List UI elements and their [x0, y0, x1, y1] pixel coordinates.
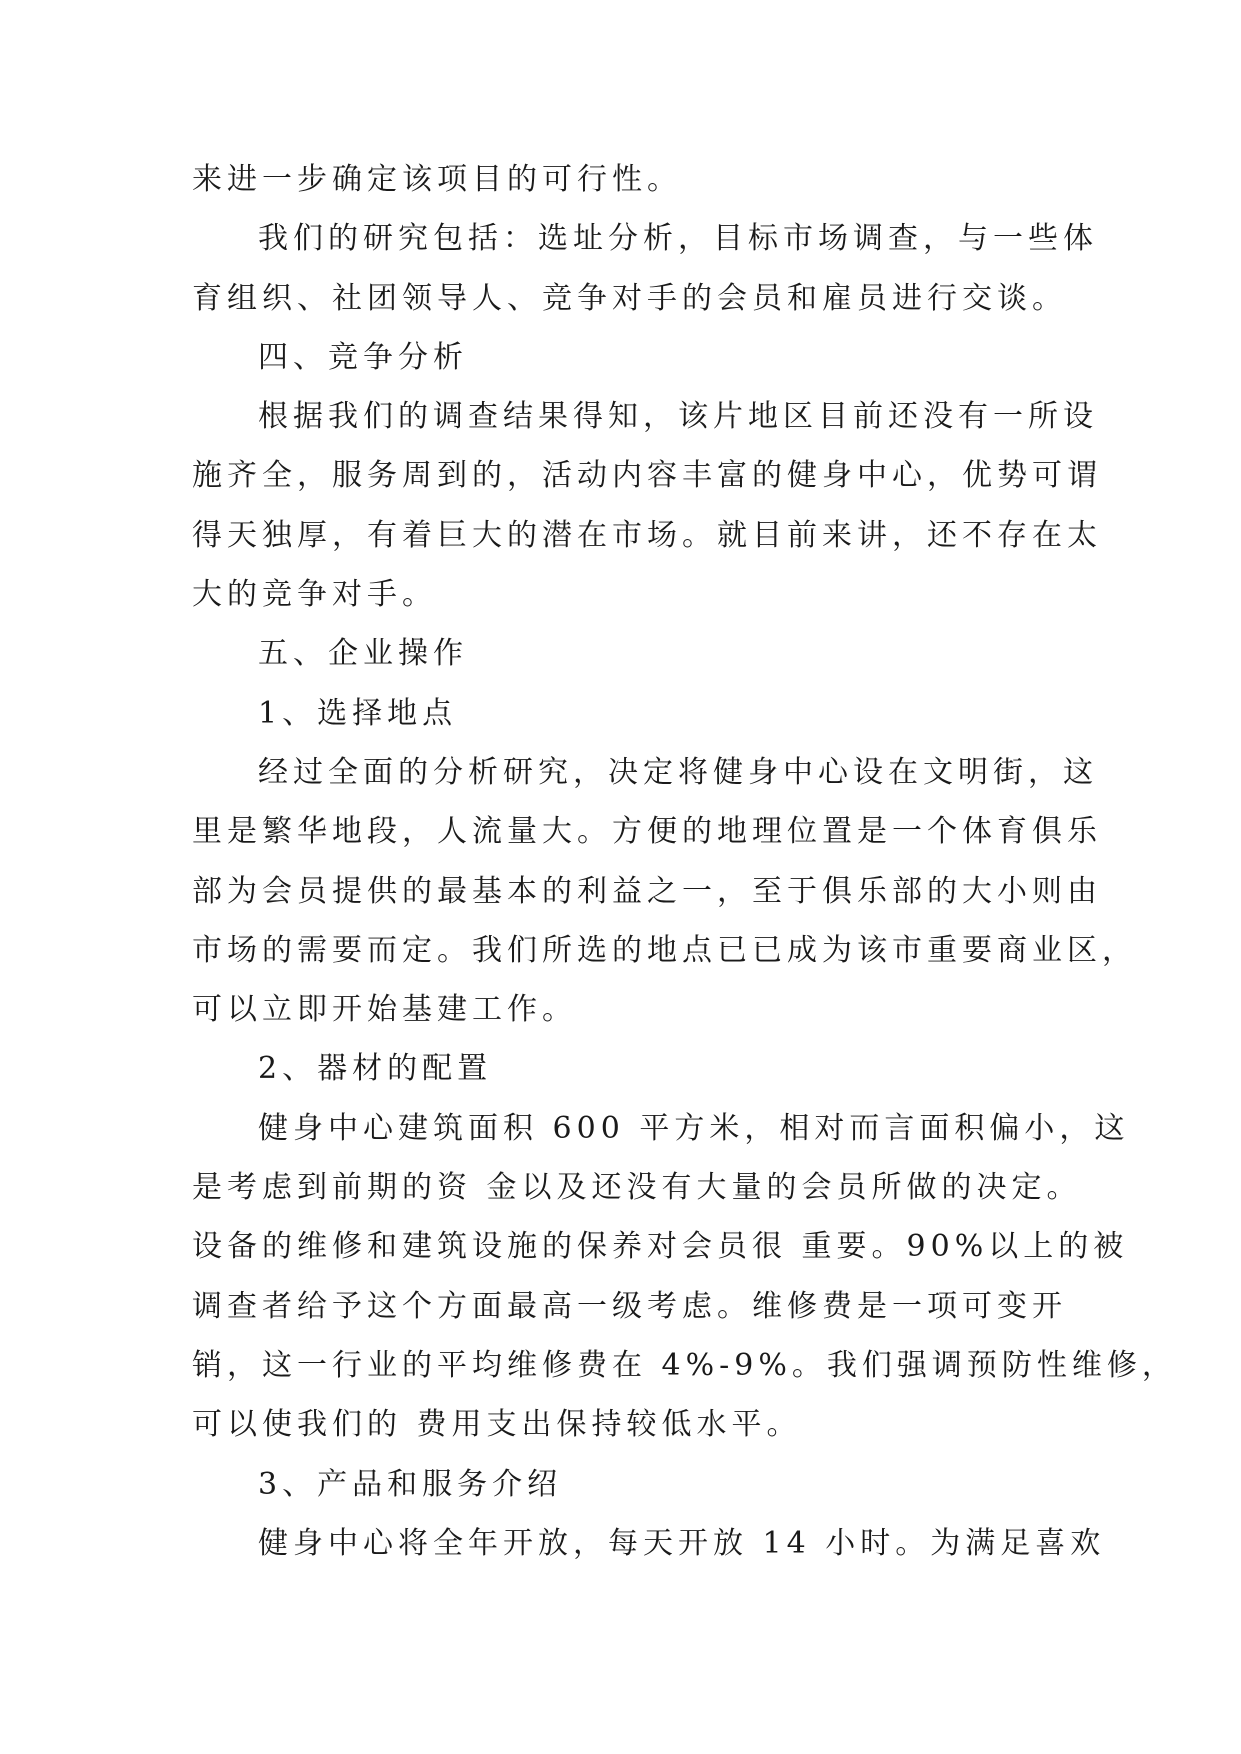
- text-line: 我们的研究包括：选址分析，目标市场调查，与一些体: [258, 221, 1098, 257]
- text-line: 可以使我们的 费用支出保持较低水平。: [192, 1407, 802, 1443]
- text-line: 来进一步确定该项目的可行性。: [192, 162, 682, 197]
- text-line: 调查者给予这个方面最高一级考虑。维修费是一项可变开: [192, 1288, 1067, 1324]
- text-line: 育组织、社团领导人、竞争对手的会员和雇员进行交谈。: [192, 280, 1067, 316]
- section-heading: 四、竞争分析: [258, 339, 468, 375]
- subsection-heading: 2、器材的配置: [258, 1051, 493, 1087]
- subsection-heading: 3、产品和服务介绍: [258, 1466, 563, 1502]
- subsection-heading: 1、选择地点: [258, 695, 458, 731]
- text-line: 设备的维修和建筑设施的保养对会员很 重要。90%以上的被: [192, 1229, 1129, 1265]
- text-line: 大的竞争对手。: [192, 577, 437, 613]
- text-line: 可以立即开始基建工作。: [192, 992, 577, 1028]
- text-line: 健身中心将全年开放，每天开放 14 小时。为满足喜欢: [258, 1525, 1106, 1561]
- section-heading: 五、企业操作: [258, 636, 468, 672]
- text-line: 健身中心建筑面积 600 平方米，相对而言面积偏小，这: [258, 1110, 1130, 1146]
- document-body: [192, 150, 1177, 1573]
- text-line: 是考虑到前期的资 金以及还没有大量的会员所做的决定。: [192, 1170, 1082, 1206]
- text-line: 经过全面的分析研究，决定将健身中心设在文明街，这: [258, 754, 1098, 790]
- text-line: 销，这一行业的平均维修费在 4%-9%。我们强调预防性维修，: [192, 1347, 1177, 1383]
- text-line: 根据我们的调查结果得知，该片地区目前还没有一所设: [258, 399, 1098, 435]
- text-line: 市场的需要而定。我们所选的地点已已成为该市重要商业区，: [192, 932, 1137, 968]
- text-line: 里是繁华地段，人流量大。方便的地理位置是一个体育俱乐: [192, 814, 1102, 850]
- text-line: 得天独厚，有着巨大的潜在市场。就目前来讲，还不存在太: [192, 517, 1102, 553]
- text-line: 部为会员提供的最基本的利益之一，至于俱乐部的大小则由: [192, 873, 1102, 909]
- text-line: 施齐全，服务周到的，活动内容丰富的健身中心，优势可谓: [192, 458, 1102, 494]
